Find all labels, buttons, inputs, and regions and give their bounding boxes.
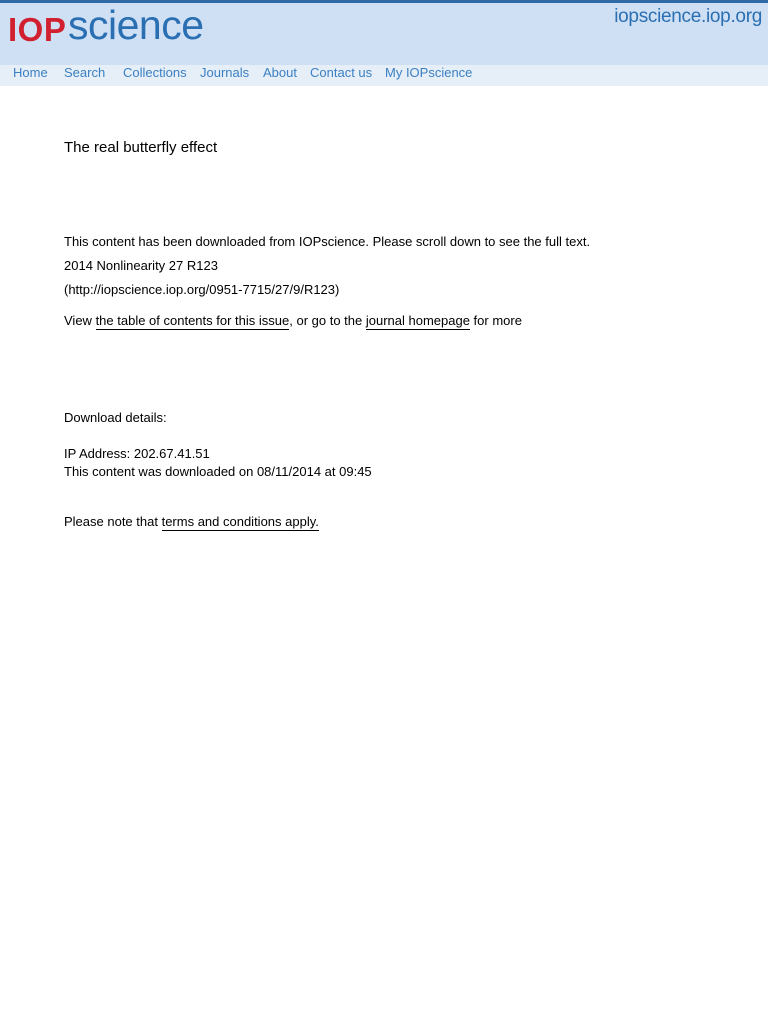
site-url[interactable]: iopscience.iop.org [614, 6, 762, 27]
view-prefix: View [64, 313, 96, 328]
nav-collections[interactable]: Collections [123, 65, 187, 80]
download-date: This content was downloaded on 08/11/2014 at 09:45 [64, 464, 372, 479]
download-details-heading: Download details: [64, 410, 167, 425]
journal-homepage-link[interactable]: journal homepage [365, 313, 470, 328]
site-header [0, 3, 768, 65]
logo-science-text: science [68, 2, 204, 48]
table-of-contents-link[interactable]: the table of contents for this issue [95, 313, 290, 328]
view-middle: , or go to the [289, 313, 366, 328]
nav-my-iopscience[interactable]: My IOPscience [385, 65, 473, 80]
nav-contact-us[interactable]: Contact us [310, 65, 373, 80]
nav-about[interactable]: About [263, 65, 297, 80]
logo-iop-text: IOP [8, 11, 67, 48]
nav-bar [0, 65, 768, 86]
view-sentence [64, 313, 522, 328]
terms-note [64, 514, 319, 529]
ip-address: IP Address: 202.67.41.51 [64, 446, 210, 461]
terms-note-prefix: Please note that [64, 514, 162, 529]
view-suffix: for more [469, 313, 522, 328]
terms-and-conditions-link[interactable]: terms and conditions apply. [161, 514, 319, 529]
citation: 2014 Nonlinearity 27 R123 [64, 258, 218, 273]
nav-search[interactable]: Search [64, 65, 106, 80]
article-title: The real butterfly effect [64, 139, 218, 156]
nav-home[interactable]: Home [13, 65, 48, 80]
article-url: (http://iopscience.iop.org/0951-7715/27/9/R123) [64, 282, 340, 297]
downloaded-notice: This content has been downloaded from IOPscience. Please scroll down to see the full text. [64, 234, 591, 249]
nav-journals[interactable]: Journals [200, 65, 250, 80]
